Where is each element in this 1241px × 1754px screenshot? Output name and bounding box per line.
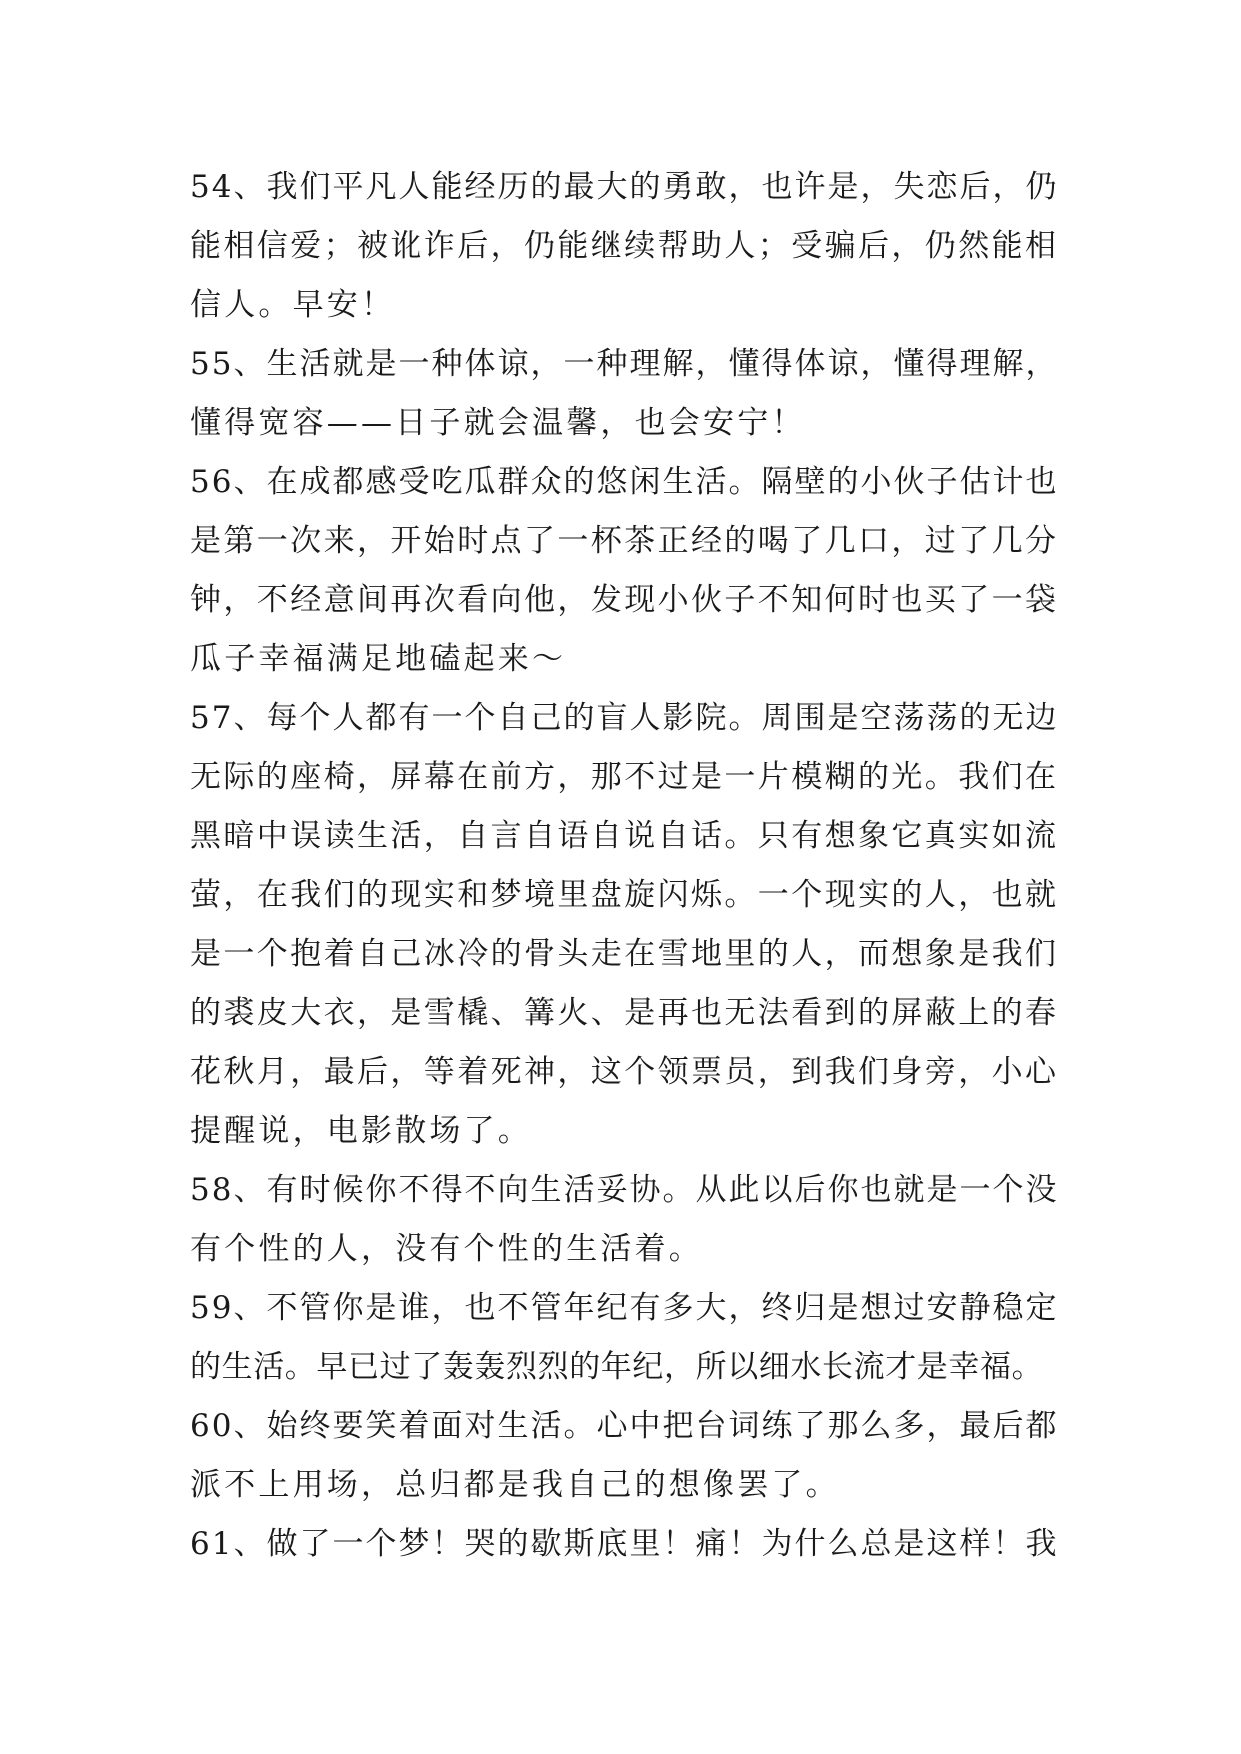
entry-61 [190, 1515, 1060, 1574]
text-line: 提醒说，电影散场了。 [190, 1113, 532, 1149]
text-line: 能相信爱；被讹诈后，仍能继续帮助人；受骗后，仍然能相 [190, 228, 1059, 264]
text-line: 57、每个人都有一个自己的盲人影院。周围是空荡荡的无边 [190, 700, 1059, 736]
text-line: 54、我们平凡人能经历的最大的勇敢，也许是，失恋后，仍 [190, 169, 1059, 205]
text-line: 56、在成都感受吃瓜群众的悠闲生活。隔壁的小伙子估计也 [190, 464, 1059, 500]
entry-60 [190, 1397, 1060, 1515]
text-line: 钟，不经意间再次看向他，发现小伙子不知何时也买了一袋 [190, 582, 1059, 618]
text-line: 无际的座椅，屏幕在前方，那不过是一片模糊的光。我们在 [190, 759, 1059, 795]
text-line: 是一个抱着自己冰冷的骨头走在雪地里的人，而想象是我们 [190, 936, 1059, 972]
text-line: 花秋月，最后，等着死神，这个领票员，到我们身旁，小心 [190, 1054, 1059, 1090]
entry-54 [190, 158, 1060, 335]
text-line: 懂得宽容——日子就会温馨，也会安宁！ [190, 405, 806, 441]
entry-59 [190, 1279, 1060, 1397]
text-line: 61、做了一个梦！哭的歇斯底里！痛！为什么总是这样！我 [190, 1526, 1059, 1562]
text-line: 59、不管你是谁，也不管年纪有多大，终归是想过安静稳定 [190, 1290, 1059, 1326]
text-line: 派不上用场，总归都是我自己的想像罢了。 [190, 1467, 840, 1503]
text-line: 瓜子幸福满足地磕起来～ [190, 641, 567, 677]
text-line: 的生活。早已过了轰轰烈烈的年纪，所以细水长流才是幸福。 [190, 1349, 1044, 1385]
text-line: 的裘皮大衣，是雪橇、篝火、是再也无法看到的屏蔽上的春 [190, 995, 1059, 1031]
text-line: 黑暗中误读生活，自言自语自说自话。只有想象它真实如流 [190, 818, 1059, 854]
entry-55 [190, 335, 1060, 453]
text-line: 有个性的人，没有个性的生活着。 [190, 1231, 703, 1267]
entry-57 [190, 689, 1060, 1161]
text-line: 是第一次来，开始时点了一杯茶正经的喝了几口，过了几分 [190, 523, 1059, 559]
text-line: 信人。早安！ [190, 287, 396, 323]
document-body [190, 158, 1060, 1574]
text-line: 萤，在我们的现实和梦境里盘旋闪烁。一个现实的人，也就 [190, 877, 1059, 913]
text-line: 60、始终要笑着面对生活。心中把台词练了那么多，最后都 [190, 1408, 1059, 1444]
entry-56 [190, 453, 1060, 689]
entry-58 [190, 1161, 1060, 1279]
text-line: 55、生活就是一种体谅，一种理解，懂得体谅，懂得理解， [190, 346, 1059, 382]
text-line: 58、有时候你不得不向生活妥协。从此以后你也就是一个没 [190, 1172, 1059, 1208]
